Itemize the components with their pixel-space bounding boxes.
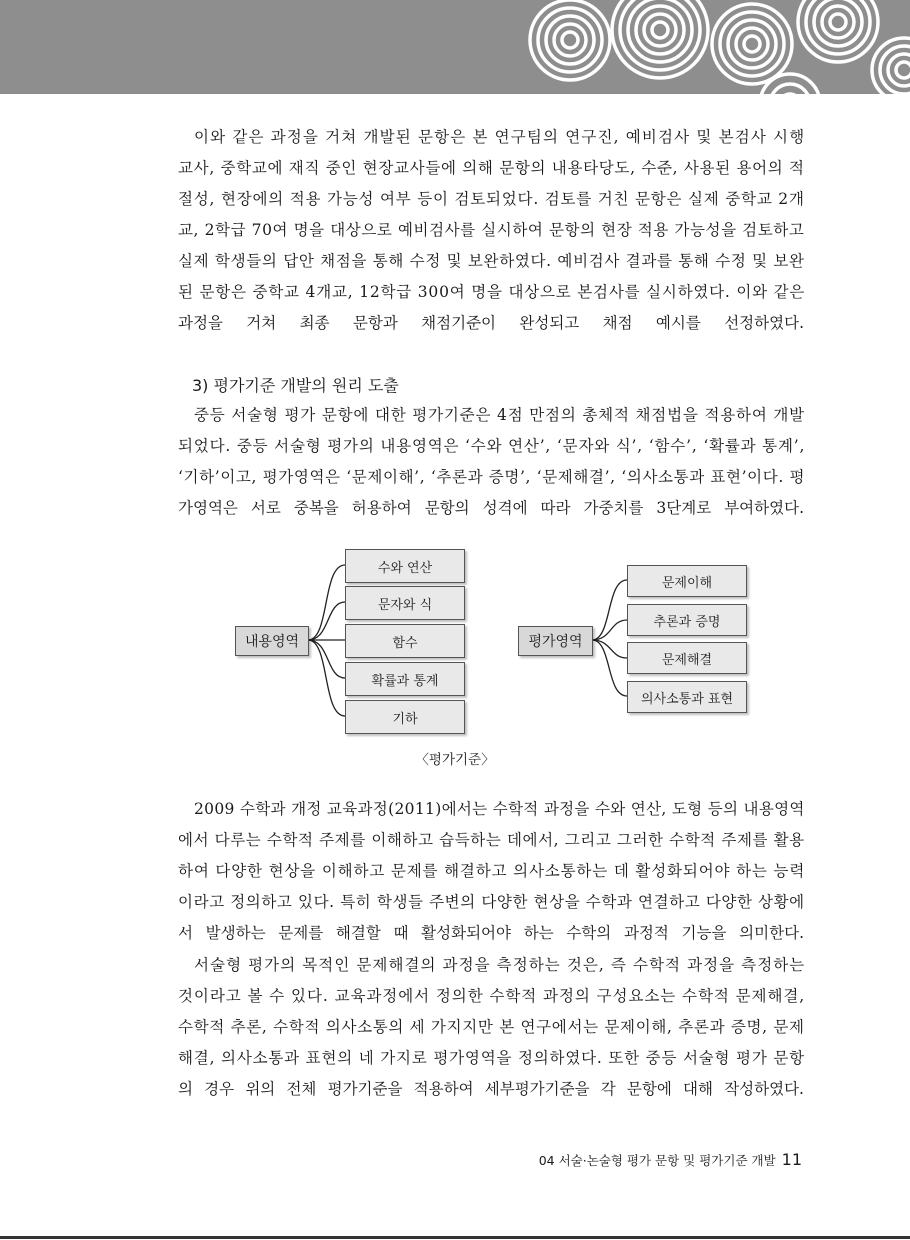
- paragraph-assessment-domain: [178, 950, 804, 1105]
- text-line: 절성, 현장에의 적용 가능성 여부 등이 검토되었다. 검토를 거친 문항은 실제 중학교 2개: [178, 190, 805, 208]
- bottom-rule: [0, 1236, 910, 1239]
- text-line: 하여 다양한 현상을 이해하고 문제를 해결하고 의사소통하는 데 활성화되어야 하는 능력: [178, 862, 806, 880]
- assessment-criteria-diagram: [0, 540, 910, 770]
- paragraph-assessment-criteria: [178, 400, 804, 524]
- text-line: ‘기하’이고, 평가영역은 ‘문제이해’, ‘추론과 증명’, ‘문제해결’, ‘의사소통과 표현’이다. 평: [178, 468, 806, 486]
- text-line: 이와 같은 과정을 거쳐 개발된 문항은 본 연구팀의 연구진, 예비검사 및 본검사 시행: [194, 128, 806, 146]
- text-line: 수학적 추론, 수학적 의사소통의 세 가지지만 본 연구에서는 문제이해, 추론과 증명, 문제: [178, 1018, 805, 1036]
- text-line: 의 경우 위의 전체 평가기준을 적용하여 세부평가기준을 각 문항에 대해 작성하였다.: [178, 1080, 804, 1098]
- text-line: 이라고 정의하고 있다. 특히 학생들 주변의 다양한 현상을 수학과 연결하고 다양한 상황에: [178, 893, 805, 911]
- text-line: 서 발생하는 문제를 해결할 때 활성화되어야 하는 수학의 과정적 기능을 의미한다.: [178, 924, 804, 942]
- text-line: 서술형 평가의 목적인 문제해결의 과정을 측정하는 것은, 즉 수학적 과정을 측정하는: [194, 956, 806, 974]
- text-line: 중등 서술형 평가 문항에 대한 평가기준은 4점 만점의 총체적 채점법을 적용하여 개발: [194, 406, 805, 424]
- chapter-title: 04 서술·논술형 평가 문항 및 평가기준 개발: [538, 1153, 776, 1168]
- concentric-circles-decoration: [520, 0, 910, 94]
- section-heading: 3) 평가기준 개발의 원리 도출: [192, 376, 399, 395]
- text-line: 가영역은 서로 중복을 허용하여 문항의 성격에 따라 가중치를 3단계로 부여하였다.: [178, 499, 804, 517]
- assessment-domain-item: 문제해결: [627, 642, 747, 674]
- page-footer: [539, 1150, 802, 1169]
- text-line: 되었다. 중등 서술형 평가의 내용영역은 ‘수와 연산’, ‘문자와 식’, ‘함수’, ‘확률과 통계’,: [178, 437, 806, 455]
- content-domain-root: 내용영역: [235, 626, 309, 656]
- assessment-domain-item: 추론과 증명: [627, 604, 747, 636]
- content-domain-item: 수와 연산: [345, 549, 465, 583]
- text-line: 해결, 의사소통과 표현의 네 가지로 평가영역을 정의하였다. 또한 중등 서술형 평가 문항: [178, 1049, 805, 1067]
- text-line: 에서 다루는 수학적 주제를 이해하고 습득하는 데에서, 그리고 그러한 수학적 주제를 활용: [178, 831, 805, 849]
- text-line: 교, 2학급 70여 명을 대상으로 예비검사를 실시하여 문항의 현장 적용 가능성을 검토하고: [178, 221, 805, 239]
- assessment-domain-item: 의사소통과 표현: [627, 681, 747, 713]
- text-line: 실제 학생들의 답안 채점을 통해 수정 및 보완하였다. 예비검사 결과를 통해 수정 및 보완: [178, 252, 805, 270]
- assessment-domain-item: 문제이해: [627, 565, 747, 597]
- content-domain-item: 확률과 통계: [345, 662, 465, 696]
- figure-caption: 〈평가기준〉: [415, 752, 495, 768]
- text-line: 교사, 중학교에 재직 중인 현장교사들에 의해 문항의 내용타당도, 수준, 사용된 용어의 적: [178, 159, 805, 177]
- content-domain-item: 기하: [345, 700, 465, 734]
- paragraph-review-process: [178, 122, 804, 339]
- text-line: 것이라고 볼 수 있다. 교육과정에서 정의한 수학적 과정의 구성요소는 수학적 문제해결,: [178, 987, 806, 1005]
- paragraph-curriculum: [178, 794, 804, 949]
- text-line: 과정을 거쳐 최종 문항과 채점기준이 완성되고 채점 예시를 선정하였다.: [178, 314, 804, 332]
- header-band: [0, 0, 910, 94]
- content-domain-item: 함수: [345, 624, 465, 658]
- text-line: 된 문항은 중학교 4개교, 12학급 300여 명을 대상으로 본검사를 실시하였다. 이와 같은: [178, 283, 806, 301]
- text-line: 2009 수학과 개정 교육과정(2011)에서는 수학적 과정을 수와 연산, 도형 등의 내용영역: [194, 800, 805, 818]
- page-number: 11: [781, 1150, 802, 1169]
- content-domain-item: 문자와 식: [345, 586, 465, 620]
- assessment-domain-root: 평가영역: [518, 626, 593, 656]
